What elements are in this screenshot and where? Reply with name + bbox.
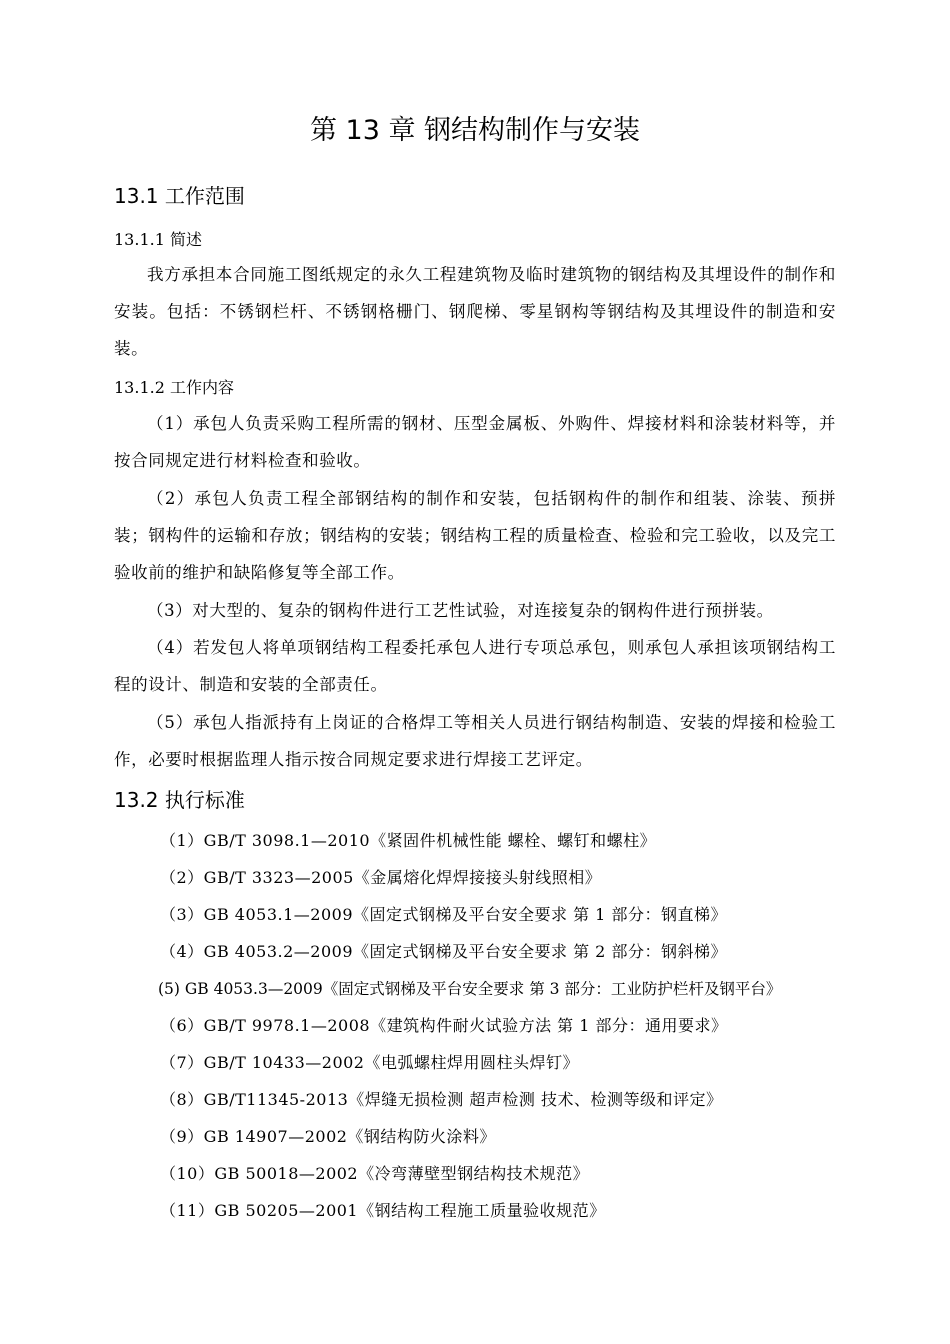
section-13-1-heading: 13.1 工作范围 (114, 184, 245, 208)
standard-item: （3）GB 4053.1—2009《固定式钢梯及平台安全要求 第 1 部分：钢直梯》 (160, 905, 727, 924)
section-13-2-heading: 13.2 执行标准 (114, 788, 245, 812)
work-content-item: （3）对大型的、复杂的钢构件进行工艺性试验，对连接复杂的钢构件进行预拼装。 (147, 601, 774, 620)
overview-paragraph: 我方承担本合同施工图纸规定的永久工程建筑物及临时建筑物的钢结构及其埋设件的制作和安装。包括：不锈钢栏杆、不锈钢格栅门、钢爬梯、零星钢构等钢结构及其埋设件的制造和安装。 (114, 265, 836, 358)
subsection-13-1-2-heading: 13.1.2 工作内容 (114, 378, 234, 397)
standard-item: （9）GB 14907—2002《钢结构防火涂料》 (160, 1127, 496, 1146)
standard-item: （6）GB/T 9978.1—2008《建筑构件耐火试验方法 第 1 部分：通用要求》 (160, 1016, 728, 1035)
work-content-item: （4）若发包人将单项钢结构工程委托承包人进行专项总承包，则承包人承担该项钢结构工程的设计、制造和安装的全部责任。 (114, 638, 836, 694)
work-content-item: （2）承包人负责工程全部钢结构的制作和安装，包括钢构件的制作和组装、涂装、预拼装；钢构件的运输和存放；钢结构的安装；钢结构工程的质量检查、检验和完工验收，以及完工验收前的维护和缺陷修复等全部工作。 (114, 489, 836, 582)
standard-item: （4）GB 4053.2—2009《固定式钢梯及平台安全要求 第 2 部分：钢斜梯》 (160, 942, 727, 961)
standard-item: （1）GB/T 3098.1—2010《紧固件机械性能 螺栓、螺钉和螺柱》 (160, 831, 657, 850)
standard-item: （11）GB 50205—2001《钢结构工程施工质量验收规范》 (160, 1201, 606, 1220)
standard-item: （7）GB/T 10433—2002《电弧螺柱焊用圆柱头焊钉》 (160, 1053, 579, 1072)
standard-item: （8）GB/T11345-2013《焊缝无损检测 超声检测 技术、检测等级和评定》 (160, 1090, 723, 1109)
chapter-title: 第 13 章 钢结构制作与安装 (309, 115, 641, 146)
work-content-item: （5）承包人指派持有上岗证的合格焊工等相关人员进行钢结构制造、安装的焊接和检验工作，必要时根据监理人指示按合同规定要求进行焊接工艺评定。 (114, 713, 836, 769)
subsection-13-1-1-heading: 13.1.1 简述 (114, 230, 202, 249)
standard-item: （10）GB 50018—2002《冷弯薄壁型钢结构技术规范》 (160, 1164, 590, 1183)
standard-item: (5) GB 4053.3—2009《固定式钢梯及平台安全要求 第 3 部分：工业防护栏杆及钢平台》 (158, 980, 782, 998)
work-content-item: （1）承包人负责采购工程所需的钢材、压型金属板、外购件、焊接材料和涂装材料等，并按合同规定进行材料检查和验收。 (114, 414, 836, 470)
standard-item: （2）GB/T 3323—2005《金属熔化焊焊接接头射线照相》 (160, 868, 602, 887)
